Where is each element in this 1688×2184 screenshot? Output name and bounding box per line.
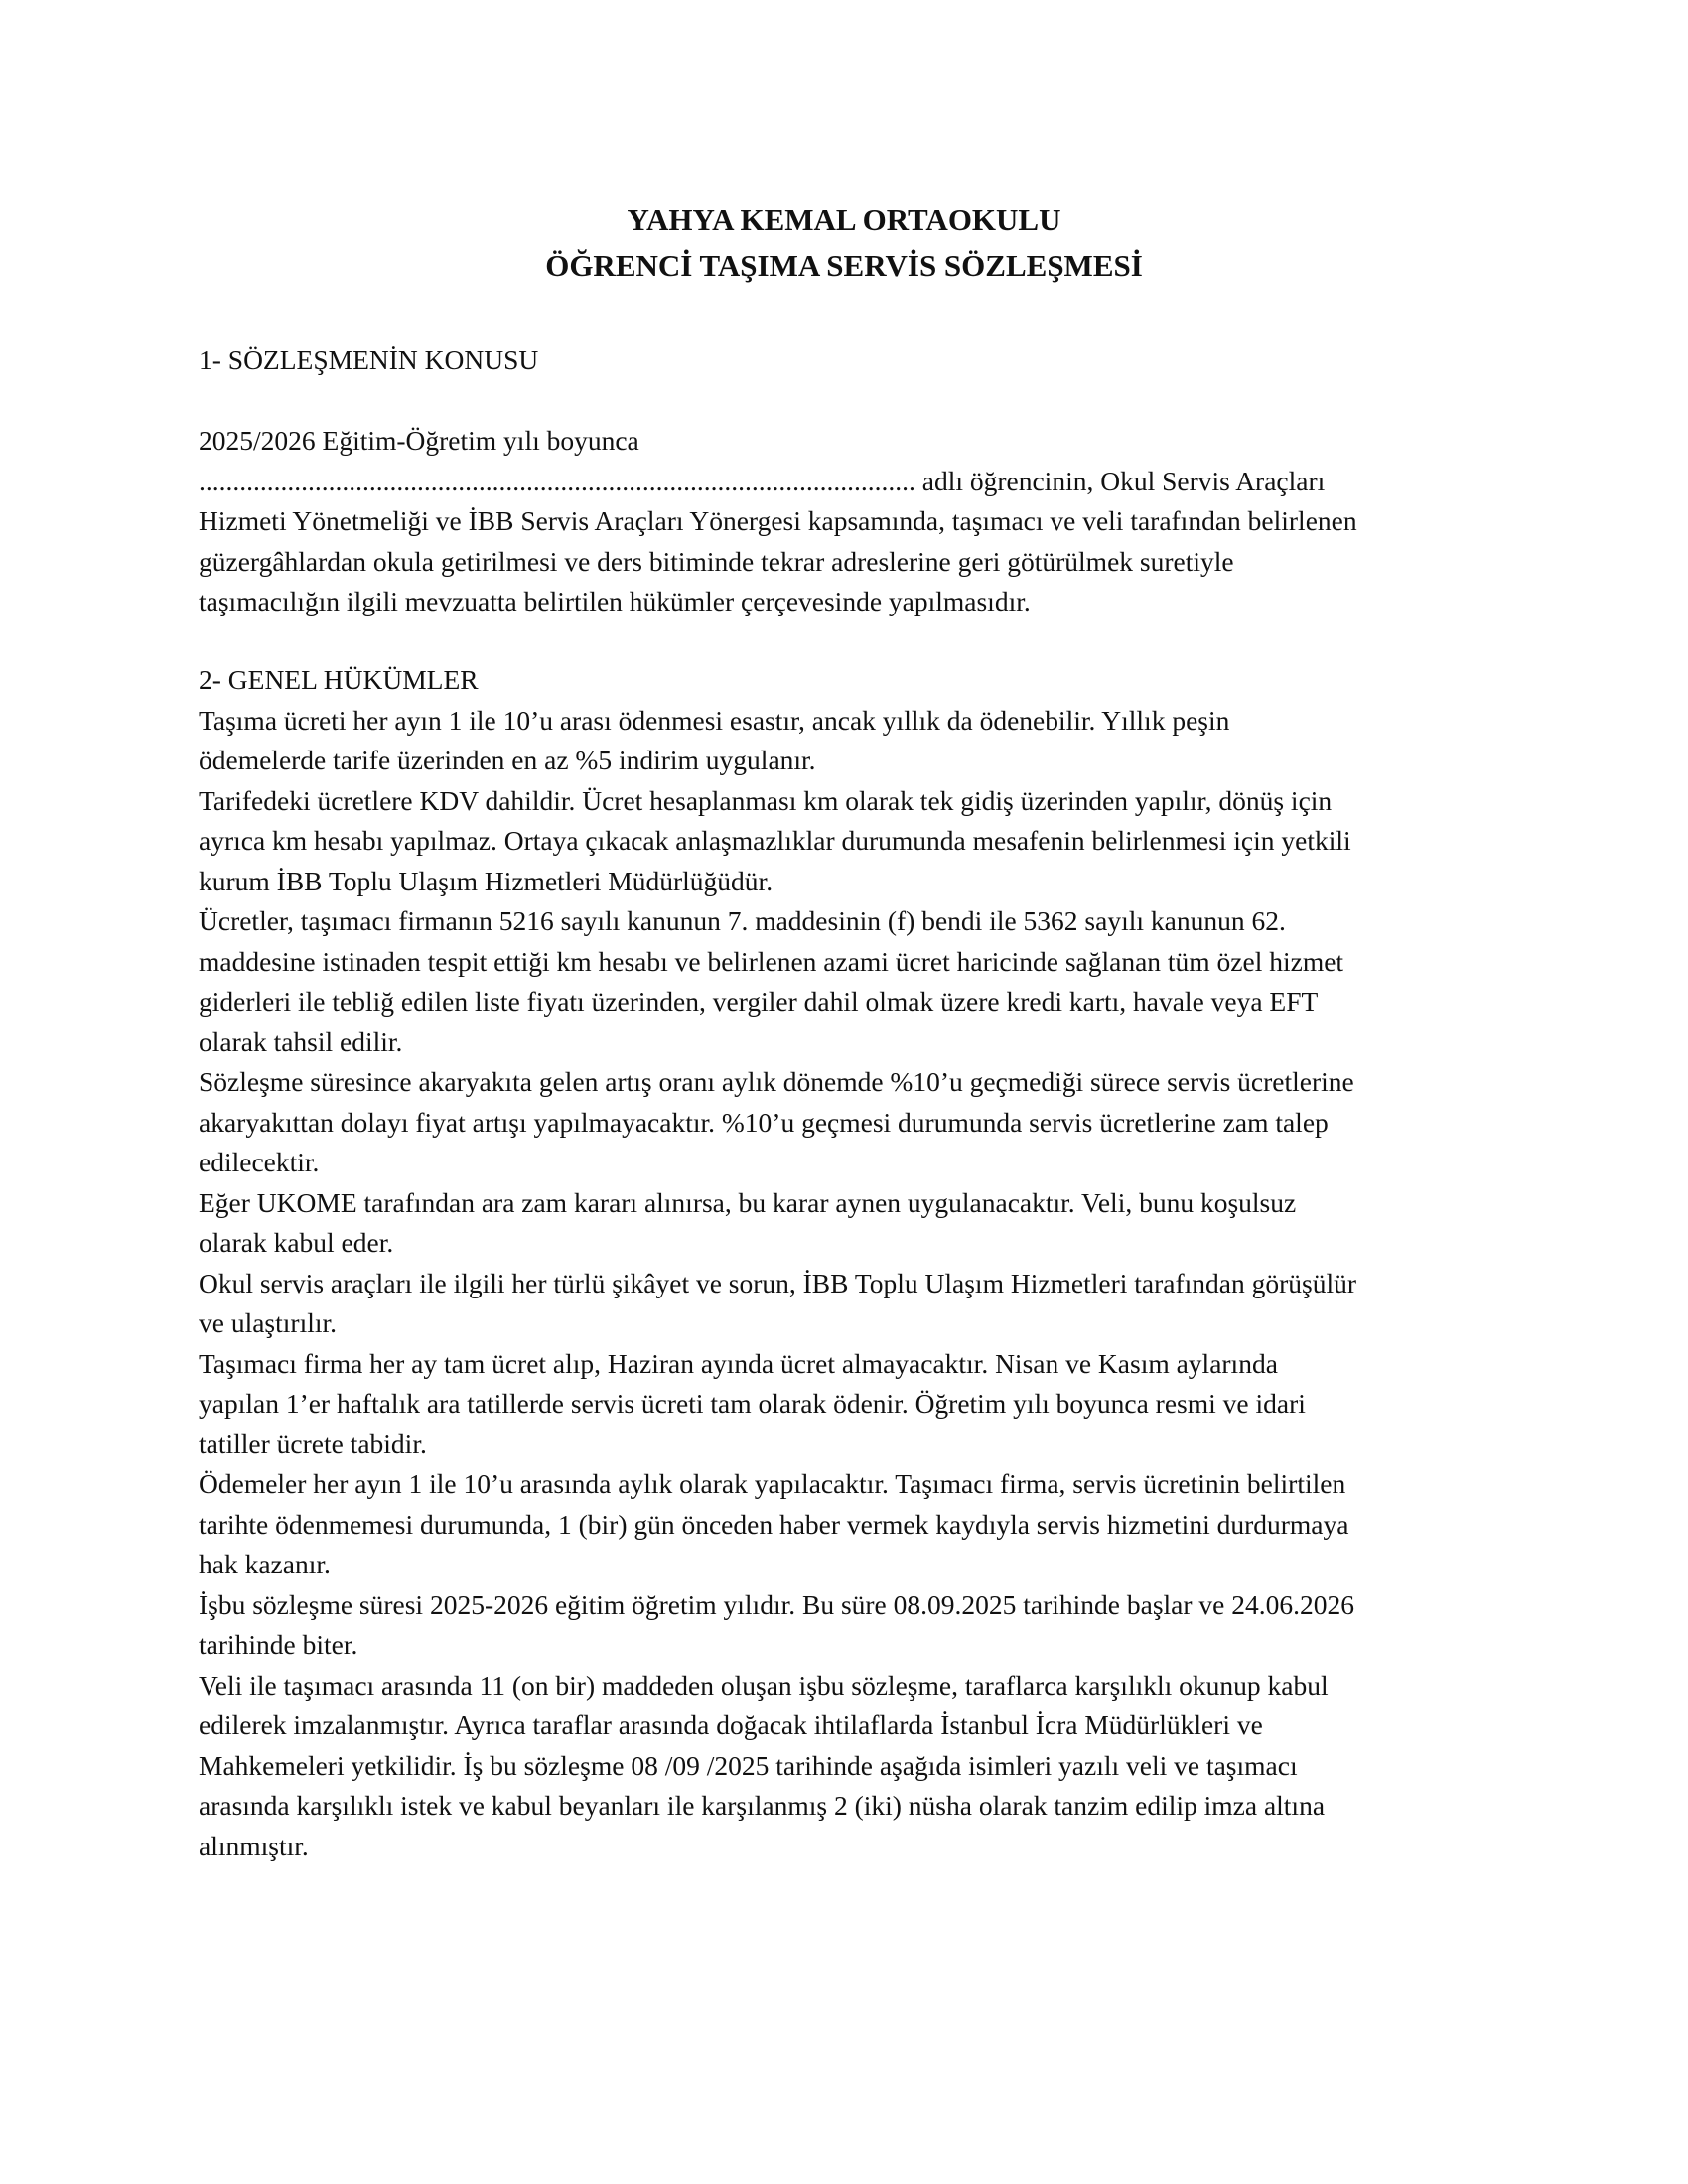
paragraph-line: tatiller ücrete tabidir.	[199, 1428, 427, 1459]
paragraph-line: ve ulaştırılır.	[199, 1307, 338, 1338]
paragraph-line: Taşıma ücreti her ayın 1 ile 10’u arası ödenmesi esastır, ancak yıllık da ödenebilir. Yıllık peşin	[199, 704, 1230, 736]
paragraph-line: giderleri ile tebliğ edilen liste fiyatı üzerinden, vergiler dahil olmak üzere kredi kartı, havale veya EFT	[199, 986, 1319, 1017]
paragraph-line: edilecektir.	[199, 1147, 320, 1177]
paragraph-line: güzergâhlardan okula getirilmesi ve ders bitiminde tekrar adreslerine geri götürülmek suretiyle	[199, 545, 1234, 577]
paragraph-line: olarak kabul eder.	[199, 1227, 394, 1258]
paragraph-line: Ödemeler her ayın 1 ile 10’u arasında aylık olarak yapılacaktır. Taşımacı firma, servis ücretinin belirtilen	[199, 1468, 1346, 1499]
student-name-blank-line: ......................................................................................................... adlı öğrencinin, Okul Servis Araçları	[199, 465, 1326, 496]
paragraph-line: ödemelerde tarife üzerinden en az %5 indirim uygulanır.	[199, 745, 816, 775]
section-heading: 2- GENEL HÜKÜMLER	[199, 664, 479, 695]
paragraph-line: Sözleşme süresince akaryakıta gelen artış oranı aylık dönemde %10’u geçmediği sürece servis ücretlerine	[199, 1066, 1354, 1097]
paragraph-line: ayrıca km hesabı yapılmaz. Ortaya çıkacak anlaşmazlıklar durumunda mesafenin belirlenmesi için yetkili	[199, 825, 1351, 856]
paragraph-line: Veli ile taşımacı arasında 11 (on bir) maddeden oluşan işbu sözleşme, taraflarca karşılıklı okunup kabul	[199, 1669, 1329, 1701]
paragraph-line: Mahkemeleri yetkilidir. İş bu sözleşme 08 /09 /2025 tarihinde aşağıda isimleri yazılı veli ve taşımacı	[199, 1749, 1298, 1781]
paragraph-line: Okul servis araçları ile ilgili her türlü şikâyet ve sorun, İBB Toplu Ulaşım Hizmetleri tarafından görüşülür	[199, 1267, 1357, 1298]
paragraph-line: 2025/2026 Eğitim-Öğretim yılı boyunca	[199, 425, 639, 456]
paragraph-line: olarak tahsil edilir.	[199, 1025, 403, 1057]
paragraph-line: akaryakıttan dolayı fiyat artışı yapılmayacaktır. %10’u geçmesi durumunda servis ücretlerine zam talep	[199, 1106, 1329, 1138]
section-general-provisions	[199, 660, 1509, 1866]
paragraph-line: Tarifedeki ücretlere KDV dahildir. Ücret hesaplanması km olarak tek gidiş üzerinden yapılır, dönüş için	[199, 784, 1333, 816]
paragraph-line: tarihte ödenmemesi durumunda, 1 (bir) gün önceden haber vermek kaydıyla servis hizmetini durdurmaya	[199, 1508, 1349, 1540]
paragraph-line: edilerek imzalanmıştır. Ayrıca taraflar arasında doğacak ihtilaflarda İstanbul İcra Müdürlükleri ve	[199, 1709, 1263, 1740]
paragraph-line: taşımacılığın ilgili mevzuatta belirtilen hükümler çerçevesinde yapılmasıdır.	[199, 586, 1031, 616]
section-subject	[199, 341, 1509, 622]
paragraph-line: yapılan 1’er haftalık ara tatillerde servis ücreti tam olarak ödenir. Öğretim yılı boyunca resmi ve idari	[199, 1388, 1306, 1419]
school-name-title: YAHYA KEMAL ORTAOKULU	[627, 203, 1061, 237]
paragraph-line: arasında karşılıklı istek ve kabul beyanları ile karşılanmış 2 (iki) nüsha olarak tanzim edilip imza altına	[199, 1790, 1326, 1821]
paragraph-line: Hizmeti Yönetmeliği ve İBB Servis Araçları Yönergesi kapsamında, taşımacı ve veli tarafından belirlenen	[199, 505, 1357, 536]
paragraph-line: Eğer UKOME tarafından ara zam kararı alınırsa, bu karar aynen uygulanacaktır. Veli, bunu koşulsuz	[199, 1186, 1297, 1218]
contract-title: ÖĞRENCİ TAŞIMA SERVİS SÖZLEŞMESİ	[545, 248, 1143, 283]
paragraph-line: kurum İBB Toplu Ulaşım Hizmetleri Müdürlüğüdür.	[199, 865, 774, 896]
paragraph-line: İşbu sözleşme süresi 2025-2026 eğitim öğretim yılıdır. Bu süre 08.09.2025 tarihinde başlar ve 24.06.2026	[199, 1588, 1354, 1620]
paragraph-line: alınmıştır.	[199, 1830, 309, 1861]
paragraph-line: Ücretler, taşımacı firmanın 5216 sayılı kanunun 7. maddesinin (f) bendi ile 5362 sayılı kanunun 62.	[199, 905, 1286, 936]
spacer	[199, 381, 1509, 422]
paragraph-line: maddesine istinaden tespit ettiği km hesabı ve belirlenen azami ücret haricinde sağlanan tüm özel hizmet	[199, 945, 1344, 977]
paragraph-line: Taşımacı firma her ay tam ücret alıp, Haziran ayında ücret almayacaktır. Nisan ve Kasım aylarında	[199, 1347, 1278, 1379]
paragraph-line: tarihinde biter.	[199, 1629, 358, 1660]
paragraph-line: hak kazanır.	[199, 1549, 331, 1579]
section-heading: 1- SÖZLEŞMENİN KONUSU	[199, 344, 539, 375]
